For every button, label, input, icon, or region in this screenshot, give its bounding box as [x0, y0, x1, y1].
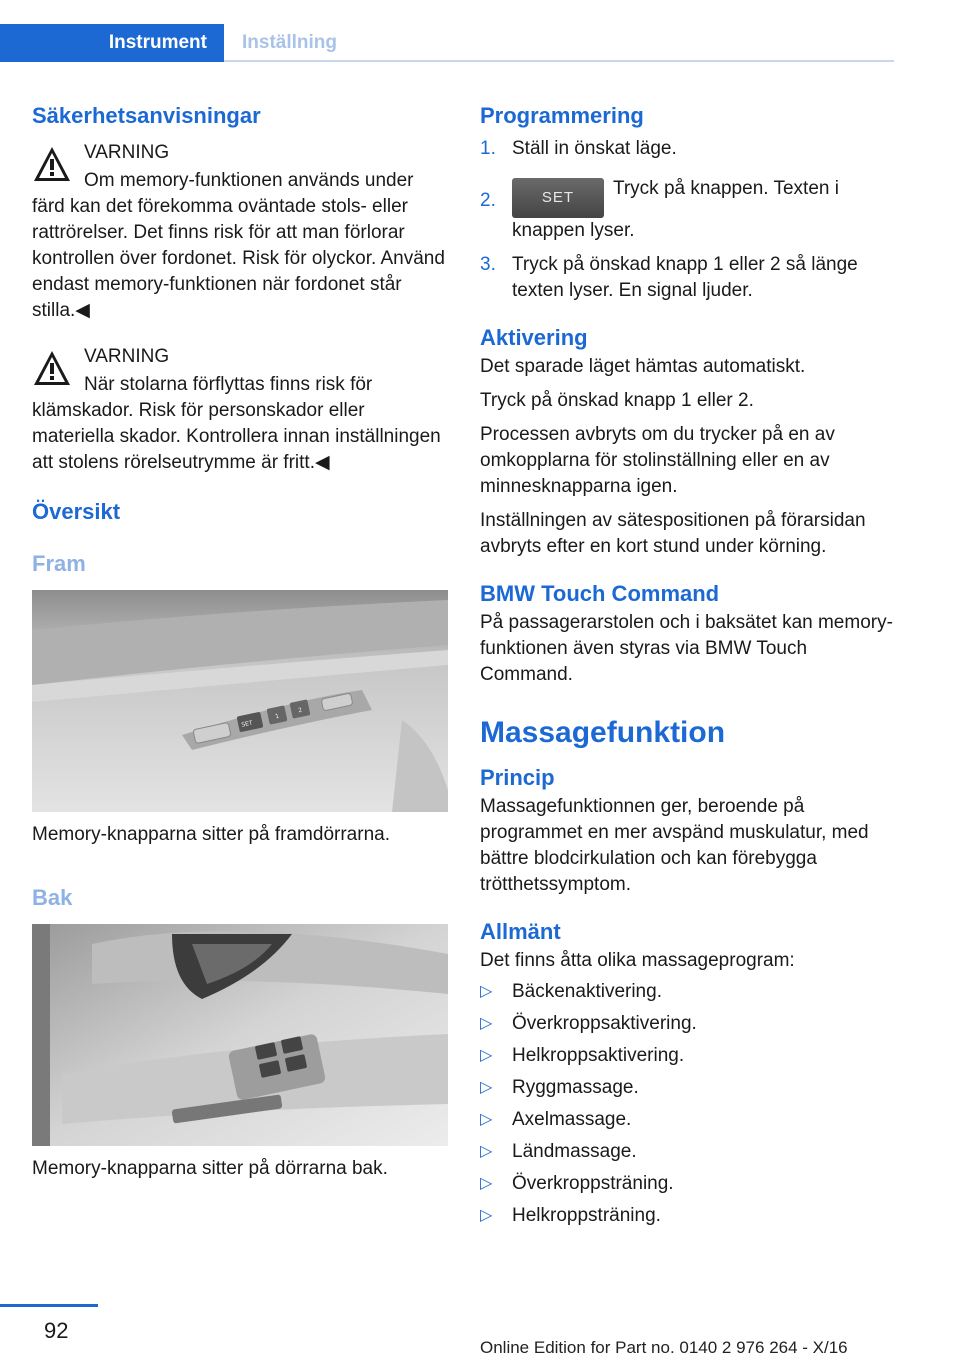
program-name: Axelmassage. [512, 1109, 632, 1130]
warning-1-title: VARNING [84, 142, 170, 163]
activation-heading: Aktivering [480, 325, 588, 350]
front-door-photo [32, 590, 448, 812]
step-number: 3. [480, 254, 496, 275]
step-1 [480, 136, 896, 162]
bullet-triangle-icon: ▷ [480, 1079, 493, 1096]
massage-program-list [480, 976, 896, 1232]
program-name: Helkroppsträning. [512, 1205, 661, 1226]
program-name: Ländmassage. [512, 1141, 637, 1162]
edition-note: Online Edition for Part no. 0140 2 976 264 - X/16 [480, 1338, 848, 1357]
program-name: Bäckenaktivering. [512, 981, 662, 1002]
bullet-triangle-icon: ▷ [480, 1047, 493, 1064]
bullet-triangle-icon: ▷ [480, 1143, 493, 1160]
photo-set-label: SET [240, 719, 254, 729]
touch-command-heading: BMW Touch Command [480, 581, 720, 606]
rear-caption: Memory-knapparna sitter på dörrarna bak. [32, 1158, 388, 1179]
list-item [480, 1008, 896, 1040]
programming-steps [480, 136, 896, 304]
general-text: Det finns åtta olika massageprogram: [480, 950, 795, 971]
principle-text: Massagefunktionnen ger, beroende på programmet en mer avspänd muskulatur, med bättre blodcirkulation och kan förebygga trötthetssymptom. [480, 796, 869, 895]
warning-1-text: Om memory-funktionen används under färd kan det förekomma oväntade stols- eller rattrörelser. Det finns risk för att man förlorar kontrollen över fordonet. Risk för olyckor. Använd endast memory-funktionen när fordonet står stilla.◀ [32, 170, 445, 321]
step-text: Ställ in önskat läge. [512, 138, 677, 159]
step-number: 1. [480, 138, 496, 159]
chapter-tab-bar [0, 24, 894, 62]
general-heading: Allmänt [480, 919, 561, 944]
right-column [480, 100, 896, 1232]
massage-heading: Massagefunktion [480, 716, 726, 749]
warning-2 [32, 342, 448, 476]
rear-door-photo [32, 924, 448, 1146]
touch-command-text: På passagerarstolen och i baksätet kan memory-funktionen även styras via BMW Touch Command. [480, 612, 893, 685]
program-name: Helkroppsaktivering. [512, 1045, 685, 1066]
list-item [480, 1104, 896, 1136]
list-item [480, 1072, 896, 1104]
list-item [480, 1200, 896, 1232]
activation-p1: Det sparade läget hämtas automatiskt. [480, 356, 806, 377]
photo-key-1-label: 1 [274, 712, 280, 721]
safety-heading: Säkerhetsanvisningar [32, 103, 261, 128]
warning-triangle-icon [32, 348, 72, 388]
front-heading: Fram [32, 551, 86, 576]
program-name: Överkroppsträning. [512, 1173, 674, 1194]
program-name: Överkroppsaktivering. [512, 1013, 697, 1034]
warning-1 [32, 138, 448, 324]
left-column [32, 100, 448, 1182]
bullet-triangle-icon: ▷ [480, 1207, 493, 1224]
step-2 [480, 176, 896, 244]
activation-p2: Tryck på önskad knapp 1 eller 2. [480, 390, 754, 411]
activation-p3: Processen avbryts om du trycker på en av omkopplarna för stolinställning eller en av minnesknapparna igen. [480, 424, 835, 497]
bullet-triangle-icon: ▷ [480, 983, 493, 1000]
page-number: 92 [44, 1318, 69, 1343]
set-button-icon: SET [512, 178, 604, 218]
step-text: Tryck på önskad knapp 1 eller 2 så länge texten lyser. En signal ljuder. [512, 254, 858, 301]
tab-installning[interactable]: Inställning [242, 32, 337, 53]
bullet-triangle-icon: ▷ [480, 1175, 493, 1192]
tab-instrument[interactable]: Instrument [0, 24, 224, 62]
bullet-triangle-icon: ▷ [480, 1111, 493, 1128]
warning-2-text: När stolarna förflyttas finns risk för klämskador. Risk för personskador eller materiella skador. Kontrollera innan inställningen att stolens rörelseutrymme är fritt.◀ [32, 374, 441, 473]
program-name: Ryggmassage. [512, 1077, 639, 1098]
list-item [480, 1040, 896, 1072]
bullet-triangle-icon: ▷ [480, 1015, 493, 1032]
tab-underline [224, 60, 894, 62]
activation-p4: Inställningen av sätespositionen på förarsidan avbryts efter en kort stund under körning. [480, 510, 866, 557]
step-3 [480, 252, 896, 304]
photo-key-2-label: 2 [297, 706, 303, 715]
warning-triangle-icon [32, 144, 72, 184]
front-caption: Memory-knapparna sitter på framdörrarna. [32, 824, 390, 845]
list-item [480, 1136, 896, 1168]
list-item [480, 976, 896, 1008]
step-number: 2. [480, 190, 496, 211]
rear-heading: Bak [32, 885, 73, 910]
footer-rule [0, 1304, 98, 1307]
list-item [480, 1168, 896, 1200]
programming-heading: Programmering [480, 103, 644, 128]
principle-heading: Princip [480, 765, 555, 790]
step-text: Tryck på knappen. Texten i knappen lyser. [512, 178, 839, 241]
overview-heading: Översikt [32, 499, 121, 524]
warning-2-title: VARNING [84, 346, 170, 367]
